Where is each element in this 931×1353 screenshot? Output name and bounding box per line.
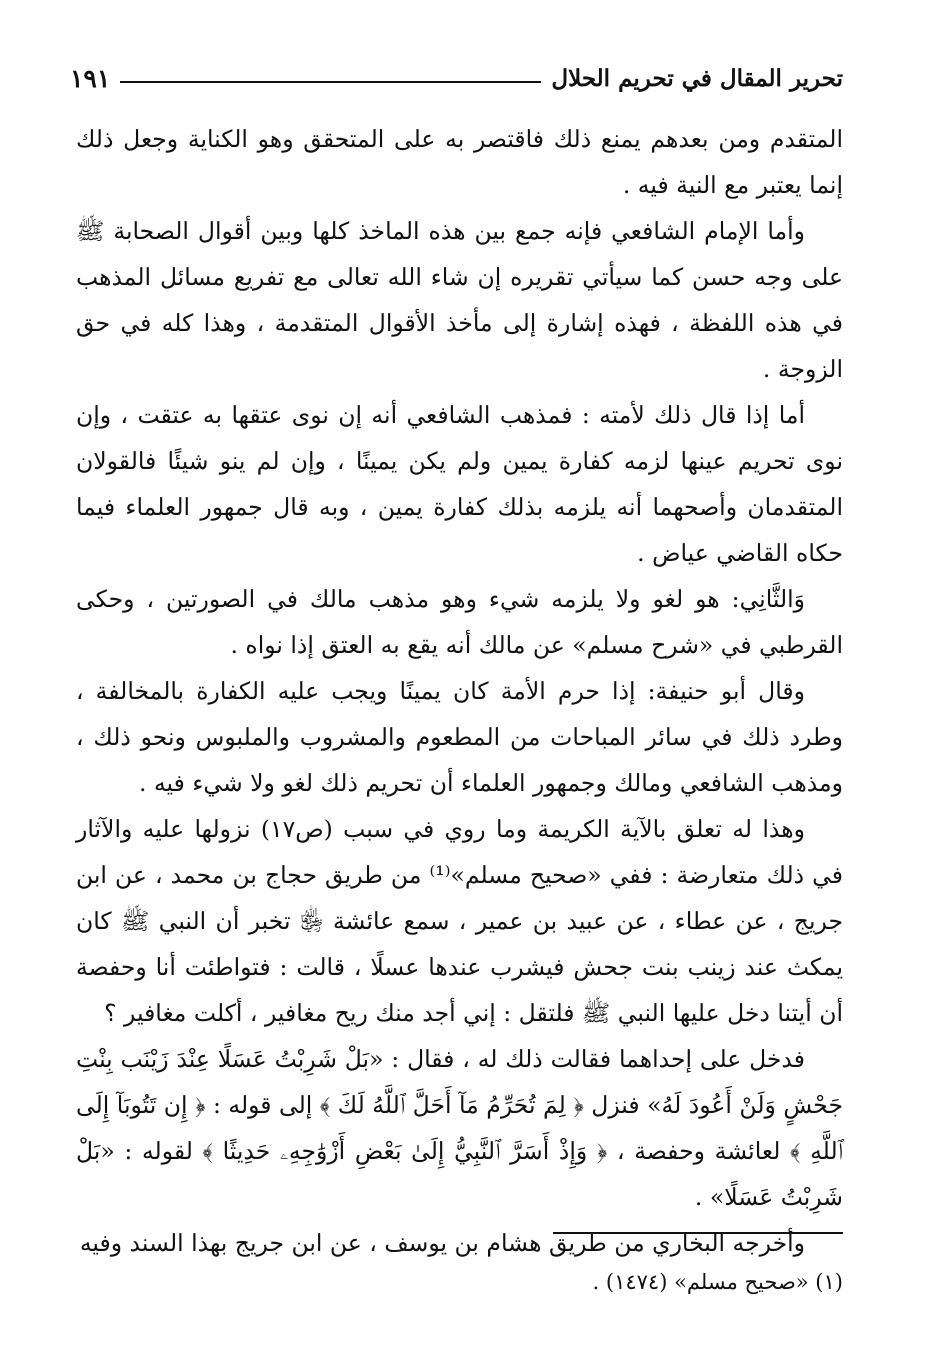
page-number: ١٩١ (70, 63, 111, 93)
paragraph-1: المتقدم ومن بعدهم يمنع ذلك فاقتصر به على المتحقق وهو الكناية وجعل ذلك إنما يعتبر مع النية فيه . (76, 125, 843, 199)
paragraph-2: وأما الإمام الشافعي فإنه جمع بين هذه الماخذ كلها وبين أقوال الصحابة ﷺ على وجه حسن كما سيأتي تقريره إن شاء الله تعالى مع تفريع مسائل المذهب في هذه اللفظة ، فهذه إشارة إلى مأخذ الأقوال المتقدمة ، وهذا كله في حق الزوجة . (76, 217, 843, 383)
book-title: تحرير المقال في تحريم الحلال (551, 64, 843, 92)
footnote-separator (553, 1232, 843, 1234)
paragraph-4: وَالثَّانِي: هو لغو ولا يلزمه شيء وهو مذهب مالك في الصورتين ، وحكى القرطبي في «شرح مسلم» عن مالك أنه يقع به العتق إذا نواه . (76, 585, 843, 659)
paragraph-3: أما إذا قال ذلك لأمته : فمذهب الشافعي أنه إن نوى عتقها به عتقت ، وإن نوى تحريم عينها لزمه كفارة يمين ولم يكن يمينًا ، وإن لم ينو شيئًا فالقولان المتقدمان وأصحهما أنه يلزمه بذلك كفارة يمين ، وبه قال جمهور العلماء فيما حكاه القاضي عياض . (76, 401, 843, 567)
paragraph-7: فدخل على إحداهما فقالت ذلك له ، فقال : «بَلْ شَرِبْتُ عَسَلًا عِنْدَ زَيْنَب بِنْتِ جَحْشٍ وَلَنْ أَعُودَ لَهُ» فنزل ﴿ لِمَ تُحَرِّمُ مَآ أَحَلَّ ٱللَّهُ لَكَ ﴾ إلى قوله : ﴿ إِن تَتُوبَآ إِلَى ٱللَّهِ ﴾ لعائشة وحفصة ، ﴿ وَإِذْ أَسَرَّ ٱلنَّبِيُّ إِلَىٰ بَعْضِ أَزْوَٰجِهِۦ حَدِيثًا ﴾ لقوله : «بَلْ شَرِبْتُ عَسَلًا» . (76, 1045, 843, 1211)
paragraph-6: وهذا له تعلق بالآية الكريمة وما روي في سبب (ص١٧) نزولها عليه والآثار في ذلك متعارضة : ففي «صحيح مسلم»⁽¹⁾ من طريق حجاج بن محمد ، عن ابن جريج ، عن عطاء ، عن عبيد بن عمير ، سمع عائشة ﵂ تخبر أن النبي ﷺ كان يمكث عند زينب بنت جحش فيشرب عندها عسلًا ، قالت : فتواطئت أنا وحفصة أن أيتنا دخل عليها النبي ﷺ فلتقل : إني أجد منك ريح مغافير ، أكلت مغافير ؟ (76, 815, 843, 1027)
running-header (70, 56, 843, 100)
paragraph-8: وأخرجه البخاري من طريق هشام بن يوسف ، عن ابن جريج بهذا السند وفيه (79, 1229, 805, 1257)
paragraph-5: وقال أبو حنيفة: إذا حرم الأمة كان يمينًا ويجب عليه الكفارة بالمخالفة ، وطرد ذلك في سائر المباحات من المطعوم والمشروب والملبوس ونحو ذلك ، ومذهب الشافعي ومالك وجمهور العلماء أن تحريم ذلك لغو ولا شيء فيه . (76, 677, 843, 797)
main-text (76, 116, 843, 1266)
footnote: (١) «صحيح مسلم» (١٤٧٤) . (592, 1270, 843, 1294)
header-rule (120, 81, 541, 83)
